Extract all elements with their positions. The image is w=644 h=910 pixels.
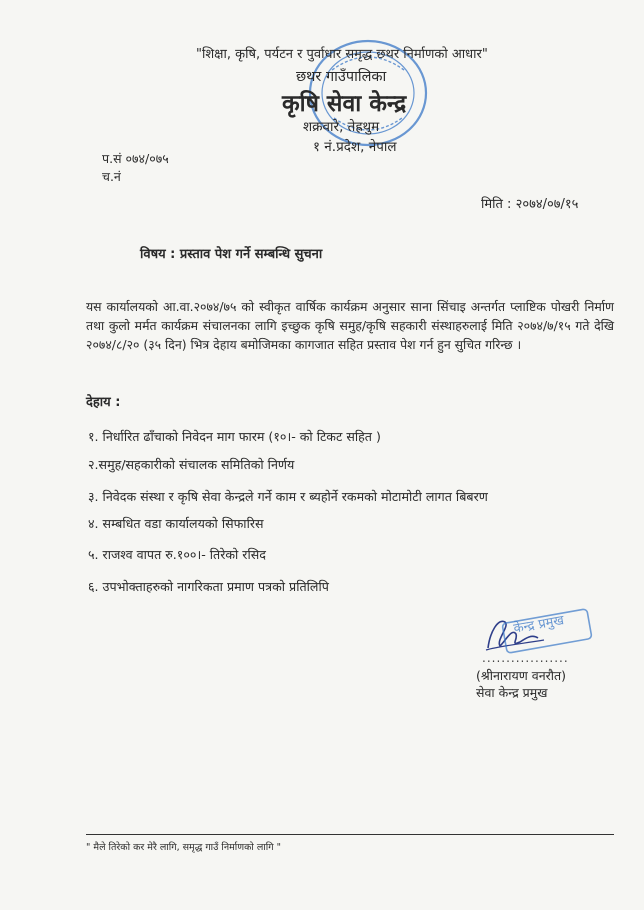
notice-body: यस कार्यालयको आ.वा.२०७४/७५ को स्वीकृत वार्षिक कार्यक्रम अनुसार साना सिंचाइ अन्तर्गत प्लाष्टिक पोखरी निर्माण तथा कुलो मर्मत कार्यक्रम संचालनका लागि इच्छुक कृषि समुह/कृषि सहकारी संस्थाहरुलाई मिति २०७४/७/१५ गते देखि २०७४/८/२० (३५ दिन) भित्र देहाय बमोजिमका कागजात सहित प्रस्ताव पेश गर्न हुन सुचित गरिन्छ । (86, 299, 614, 352)
footer-divider (86, 834, 614, 835)
address-line-2: १ नं.प्रदेश, नेपाल (313, 139, 397, 155)
document-item: ५. राजश्व वापत रु.१००।- तिरेको रसिद (88, 547, 266, 562)
footer-note: " मैले तिरेको कर मेरै लागि, समृद्ध गाउँ निर्माणको लागि " (86, 842, 281, 853)
document-item: २.समुह/सहकारीको संचालक समितिको निर्णय (88, 457, 295, 472)
documents-heading: देहाय : (86, 395, 121, 410)
signatory-title: सेवा केन्द्र प्रमुख (476, 685, 548, 700)
designation-stamp-text: केन्द्र प्रमुख (512, 613, 566, 637)
office-name: छथर गाउँपालिका (296, 69, 387, 85)
letter-date: मिति : २०७४/०७/१५ (481, 197, 579, 212)
document-item: १. निर्धारित ढाँचाको निवेदन माग फारम (१०।- को टिकट सहित ) (88, 429, 381, 444)
center-name: कृषि सेवा केन्द्र (282, 91, 407, 117)
address-line-1: शक्रवारे, तेह्रथुम (303, 119, 380, 135)
motto: "शिक्षा, कृषि, पर्यटन र पुर्वाधार समृद्ध छथर निर्माणको आधार" (196, 47, 488, 62)
document-item: ३. निवेदक संस्था र कृषि सेवा केन्द्रले गर्ने काम र ब्यहोर्ने रकमको मोटामोटी लागत बिबरण (88, 489, 488, 504)
letter-number: प.सं ०७४/०७५ (102, 151, 169, 166)
subject-line: विषय : प्रस्ताव पेश गर्ने सम्बन्धि सुचना (140, 247, 323, 262)
document-item: ६. उपभोक्ताहरुको नागरिकता प्रमाण पत्रको प्रतिलिपि (88, 579, 329, 594)
signatory-name: (श्रीनारायण वनरौत) (476, 668, 566, 683)
document-item: ४. सम्बधित वडा कार्यालयको सिफारिस (88, 516, 264, 531)
dispatch-number: च.नं (102, 169, 121, 184)
signature-dots: .................. (482, 651, 569, 665)
